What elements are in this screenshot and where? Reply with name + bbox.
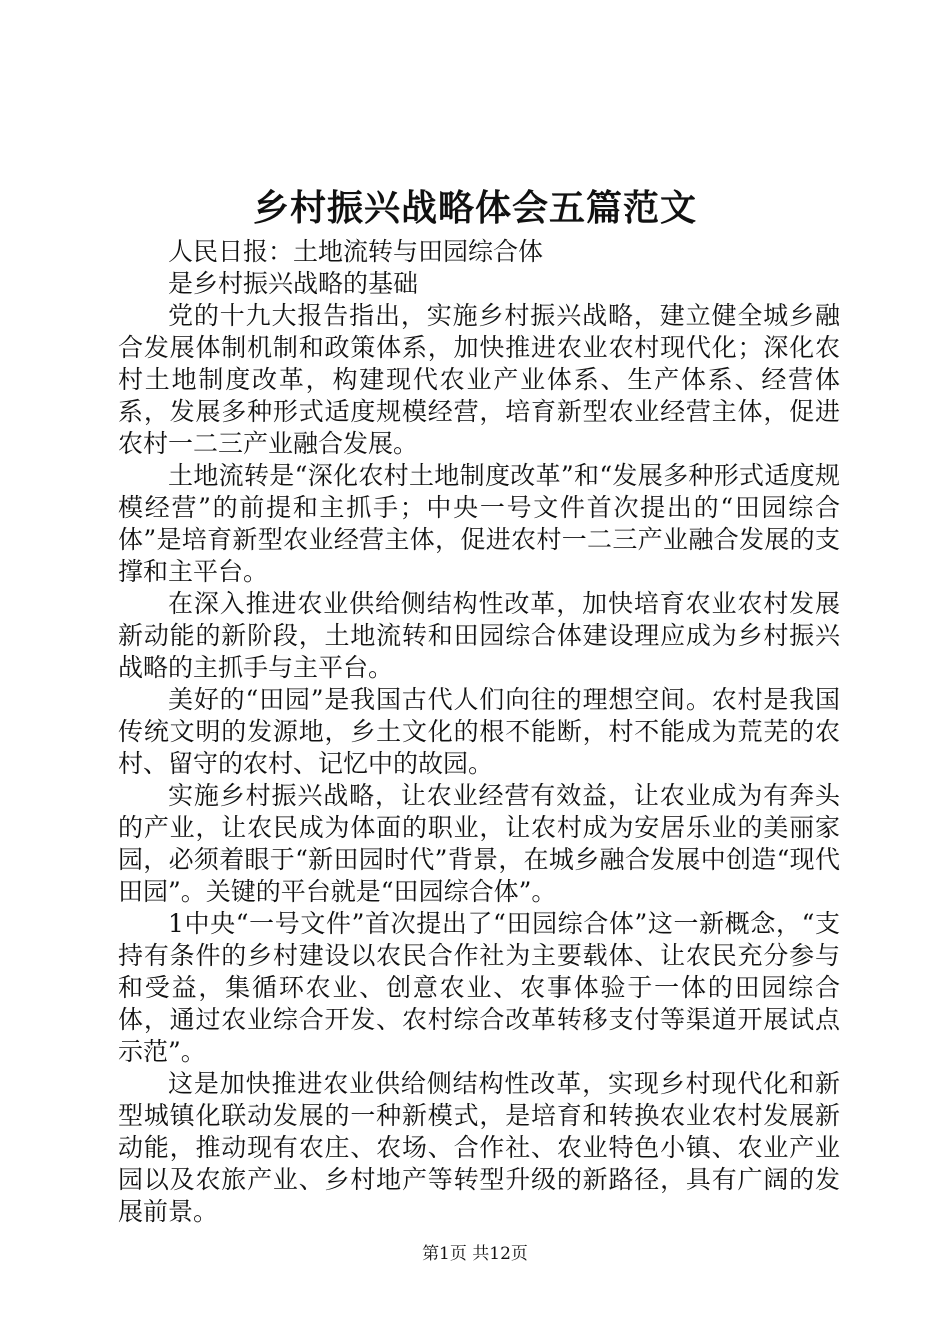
paragraph: 土地流转是“深化农村土地制度改革”和“发展多种形式适度规模经营”的前提和主抓手；中央一号文件首次提出的“田园综合体”是培育新型农业经营主体，促进农村一二三产业融合发展的支撑和主平台。 <box>118 461 840 586</box>
paragraph: 实施乡村振兴战略，让农业经营有效益，让农业成为有奔头的产业，让农民成为体面的职业，让农村成为安居乐业的美丽家园，必须着眼于“新田园时代”背景，在城乡融合发展中创造“现代田园”。关键的平台就是“田园综合体”。 <box>118 781 840 906</box>
page-footer: 第1页 共12页 <box>422 1244 528 1264</box>
page-title: 乡村振兴战略体会五篇范文 <box>252 188 697 229</box>
paragraph: 在深入推进农业供给侧结构性改革，加快培育农业农村发展新动能的新阶段，土地流转和田园综合体建设理应成为乡村振兴战略的主抓手与主平台。 <box>118 589 840 682</box>
subtitle-line: 是乡村振兴战略的基础 <box>168 269 419 298</box>
paragraph: 党的十九大报告指出，实施乡村振兴战略，建立健全城乡融合发展体制机制和政策体系，加快推进农业农村现代化；深化农村土地制度改革，构建现代农业产业体系、生产体系、经营体系，发展多种形式适度规模经营，培育新型农业经营主体，促进农村一二三产业融合发展。 <box>118 301 840 458</box>
subtitle-block <box>118 236 840 300</box>
document-body <box>118 236 840 1228</box>
paragraph: 1中央“一号文件”首次提出了“田园综合体”这一新概念，“支持有条件的乡村建设以农民合作社为主要载体、让农民充分参与和受益，集循环农业、创意农业、农事体验于一体的田园综合体，通过农业综合开发、农村综合改革转移支付等渠道开展试点示范”。 <box>118 909 840 1066</box>
paragraph: 这是加快推进农业供给侧结构性改革，实现乡村现代化和新型城镇化联动发展的一种新模式，是培育和转换农业农村发展新动能，推动现有农庄、农场、合作社、农业特色小镇、农业产业园以及农旅产业、乡村地产等转型升级的新路径，具有广阔的发展前景。 <box>118 1069 840 1226</box>
paragraph: 美好的“田园”是我国古代人们向往的理想空间。农村是我国传统文明的发源地，乡土文化的根不能断，村不能成为荒芜的农村、留守的农村、记忆中的故园。 <box>118 685 840 778</box>
subtitle-line: 人民日报：土地流转与田园综合体 <box>168 237 544 266</box>
